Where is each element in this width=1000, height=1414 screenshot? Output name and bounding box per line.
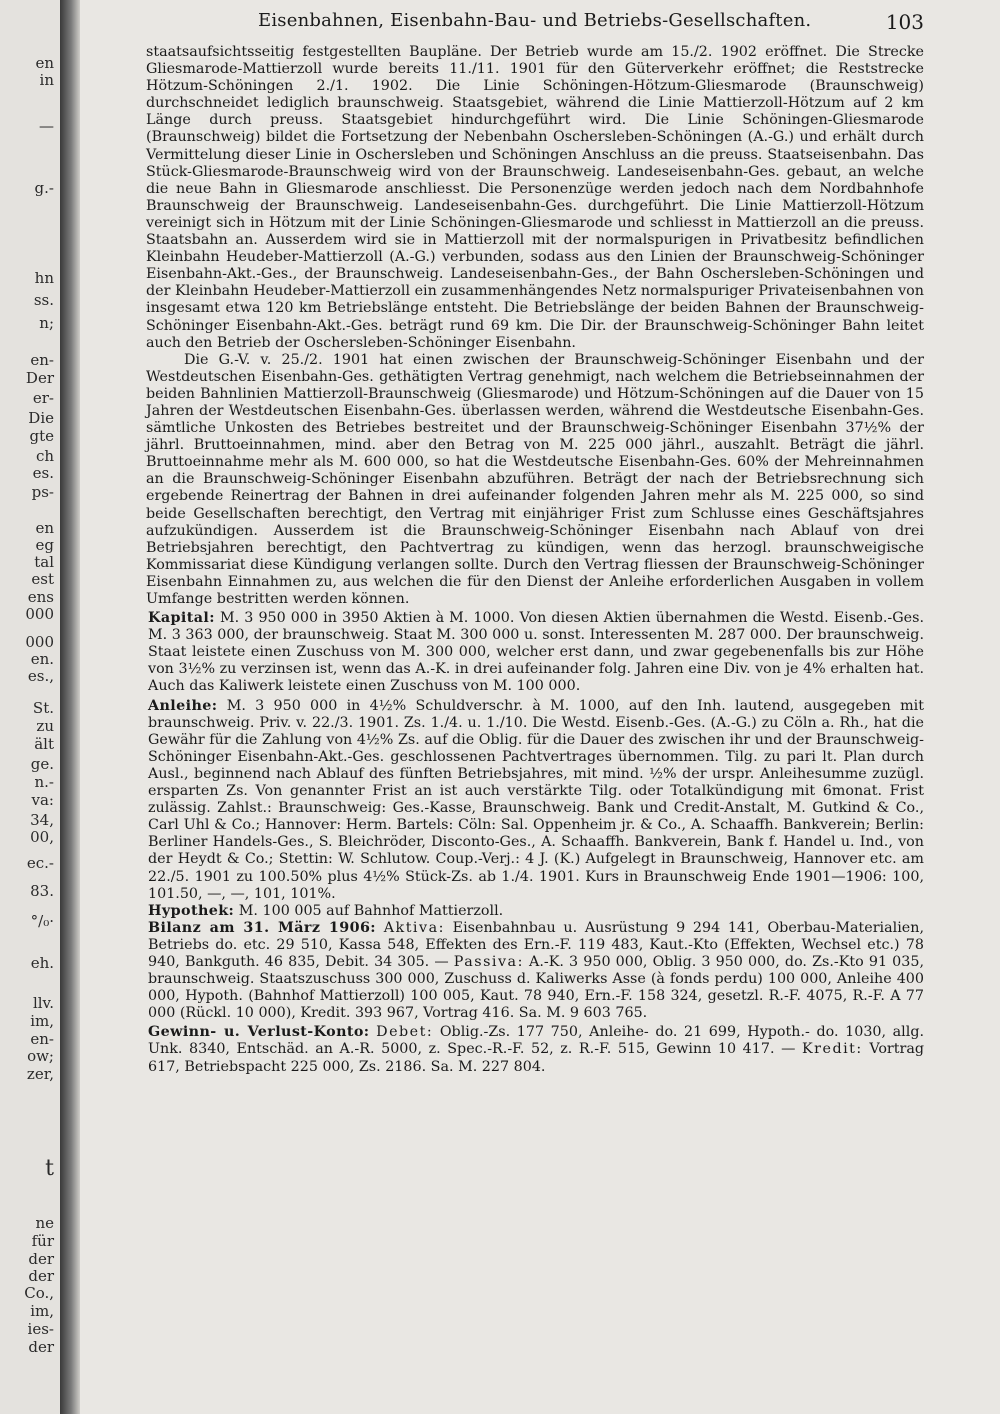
facing-page-fragment: en.	[30, 650, 54, 668]
facing-page-fragment: gte	[29, 427, 54, 445]
facing-page-fragment: er-	[32, 389, 54, 407]
guv-label: Gewinn- u. Verlust-Konto:	[148, 1024, 370, 1041]
bilanz-section	[146, 920, 924, 1023]
running-head: Eisenbahnen, Eisenbahn-Bau- und Betriebs-Gesellschaften.	[258, 10, 812, 31]
guv-debet-text: Oblig.-Zs. 177 750, Anleihe- do. 21 699, Hypoth.- do. 1030, allg. Unk. 8340, Entschäd. an A.-R. 5000, z. Spec.-R.-F. 52, z. R.-F. 515, Gewinn 10 417. —	[148, 1024, 925, 1058]
facing-page-fragment: tal	[34, 553, 54, 571]
facing-page-fragment: ch	[35, 447, 54, 465]
facing-page-fragment: 83.	[30, 882, 54, 900]
facing-page-fragment: es.,	[27, 667, 54, 685]
page	[146, 0, 924, 1414]
anleihe-section	[146, 698, 924, 903]
facing-page-fragment: ne	[35, 1214, 54, 1232]
bilanz-aktiva-text: Eisenbahnbau u. Ausrüstung 9 294 141, Oberbau-Materialien, Betriebs do. etc. 29 510, Kassa 548, Effekten des Ern.-F. 119 483, Kaut.-Kto (Effekten, Wechsel etc.) 78 940, Bankguth. 46 835, Debit. 34 305. —	[148, 919, 924, 970]
facing-page-fragment: der	[28, 1267, 54, 1285]
facing-page-fragment: ps-	[31, 483, 54, 501]
bilanz-label: Bilanz am 31. März 1906:	[148, 919, 376, 936]
facing-page-fragment: en-	[30, 1030, 54, 1048]
kapital-text: M. 3 950 000 in 3950 Aktien à M. 1000. Von diesen Aktien übernahmen die Westd. Eisenb.-Ges. M. 3 363 000, der braunschweig. Staat M. 300 000 u. sonst. Interessenten M. 287 000. Der braunschweig. Staat leistete einen Zuschuss von M. 300 000, welcher erst dann, und zwar gegebenenfalls bis zur Höhe von 3½% zu verzinsen ist, wenn das A.-K. in drei aufeinander folg. Jahren eine Div. von je 4% erhalten hat. Auch das Kaliwerk leistete einen Zuschuss von M. 100 000.	[148, 610, 925, 695]
facing-page-fragment: es.	[32, 464, 54, 482]
hypothek-section	[146, 903, 924, 920]
anleihe-text: M. 3 950 000 in 4½% Schuldverschr. à M. 1000, auf den Inh. lautend, ausgegeben mit braunschweig. Priv. v. 22./3. 1901. Zs. 1./4. u. 1./10. Die Westd. Eisenb.-Ges. (A.-G.) zu Cöln a. Rh., hat die Gewähr für die Zahlung von 4½% Zs. auf die Oblig. für die Dauer des zwischen ihr und der Braunschweig-Schöninger Eisenbahn-Akt.-Ges. geschlossenen Pachtvertrages übernommen. Tilg. zu pari lt. Plan durch Ausl., beginnend nach Ablauf des fünften Betriebsjahres, mit mind. ½% der urspr. Anleihesumme zuzügl. ersparten Zs. Von genannter Frist an ist auch verstärkte Tilg. oder Totalkündigung mit 6monat. Frist zulässig. Zahlst.: Braunschweig: Ges.-Kasse, Braunschweig. Bank und Credit-Anstalt, M. Gutkind & Co., Carl Uhl & Co.; Hannover: Herm. Bartels: Cöln: Sal. Oppenheim jr. & Co., A. Schaaffh. Bankverein; Berlin: Berliner Handels-Ges., S. Bleichröder, Disconto-Ges., A. Schaaffh. Bankverein, Bank f. Handel u. Ind., von der Heydt & Co.; Stettin: W. Schlutow. Coup.-Verj.: 4 J. (K.) Aufgelegt in Braunschweig, Hannover etc. am 22./5. 1901 zu 100.50% plus 4½% Stück-Zs. ab 1./4. 1901. Kurs in Braunschweig Ende 1901—1906: 100, 101.50, —, —, 101, 101%.	[148, 697, 924, 902]
facing-page-fragment: der	[28, 1250, 54, 1268]
facing-page-fragment: ss.	[33, 291, 54, 309]
kapital-section	[146, 610, 924, 695]
facing-page-fragment: in	[39, 71, 54, 89]
facing-page-fragment: 000	[25, 605, 54, 623]
facing-page-fragment: °/₀·	[30, 912, 54, 930]
facing-page-fragment: eg	[35, 536, 54, 554]
facing-page-fragment: n.-	[34, 773, 54, 791]
facing-page-fragment: 000	[25, 633, 54, 651]
facing-page-fragment: ge.	[30, 755, 54, 773]
kapital-label: Kapital:	[148, 610, 215, 627]
page-number: 103	[885, 10, 924, 34]
facing-page-fragment: zu	[36, 717, 54, 735]
facing-page-fragment: im,	[30, 1302, 54, 1320]
intro-paragraph-1: staatsaufsichtsseitig festgestellten Baupläne. Der Betrieb wurde am 15./2. 1902 eröffnet. Die Strecke Gliesmarode-Mattierzoll wurde bereits 11./11. 1901 für den Güterverkehr eröffnet; die Reststrecke Hötzum-Schöningen 2./1. 1902. Die Linie Schöningen-Hötzum-Gliesmarode (Braunschweig) durchschneidet lediglich braunschweig. Staatsgebiet, während die Linie Mattierzoll-Hötzum auf 2 km Länge durch preuss. Staatsgebiet hindurchgeführt wird. Die Linie Schöningen-Gliesmarode (Braunschweig) bildet die Fortsetzung der Nebenbahn Oschersleben-Schöningen (A.-G.) und erhält durch Vermittelung dieser Linie in Oschersleben und Schöningen Anschluss an die preuss. Staatseisenbahn. Das Stück-Gliesmarode-Braunschweig wird von der Braunschweig. Landeseisenbahn-Ges. gebaut, an welche die neue Bahn in Gliesmarode anschliesst. Die Personenzüge werden jedoch nach dem Nordbahnhofe Braunschweig der Braunschweig. Landeseisenbahn-Ges. durchgeführt. Die Linie Mattierzoll-Hötzum vereinigt sich in Hötzum mit der Linie Schöningen-Gliesmarode und schliesst in Mattierzoll an die preuss. Staatsbahn an. Ausserdem wird sie in Mattierzoll mit der normalspurigen in Privatbesitz befindlichen Kleinbahn Heudeber-Mattierzoll (A.-G.) verbunden, sodass aus den Linien der Braunschweig-Schöninger Eisenbahn-Akt.-Ges., der Braunschweig. Landeseisenbahn-Ges., der Bahn Oschersleben-Schöningen und der Kleinbahn Heudeber-Mattierzoll ein zusammenhängendes Netz normalspuriger Privateisenbahnen von insgesamt etwa 120 km Betriebslänge entsteht. Die Betriebslänge der beiden Bahnen der Braunschweig-Schöninger Eisenbahn-Akt.-Ges. beträgt rund 69 km. Die Dir. der Braunschweig-Schöninger Bahn leitet auch den Betrieb der Oschersleben-Schöninger Eisenbahn.	[146, 44, 924, 351]
facing-page-fragment: St.	[32, 699, 54, 717]
facing-page-fragment: ens	[27, 588, 54, 606]
bilanz-passiva-label: Passiva:	[453, 953, 524, 970]
facing-page-fragment: ow;	[27, 1047, 54, 1065]
facing-page-fragment: zer,	[26, 1065, 54, 1083]
facing-page-fragment: Die	[28, 409, 54, 427]
facing-page-fragment: ies-	[27, 1320, 54, 1338]
facing-page-fragment: für	[31, 1232, 54, 1250]
facing-page-fragment: en-	[30, 351, 54, 369]
facing-page-fragment: Der	[25, 369, 54, 387]
facing-page-fragment: im,	[30, 1012, 54, 1030]
facing-page-fragment: en	[35, 54, 54, 72]
page-body	[146, 44, 924, 1076]
facing-page-fragment: ält	[34, 735, 54, 753]
hypothek-label: Hypothek:	[148, 902, 235, 919]
facing-page-fragment: n;	[39, 314, 54, 332]
bilanz-aktiva-label: Aktiva:	[383, 919, 445, 936]
facing-page-fragment: 34,	[30, 811, 54, 829]
book-spine	[60, 0, 80, 1414]
facing-page-fragment: Co.,	[24, 1284, 54, 1302]
guv-debet-label: Debet:	[376, 1024, 434, 1041]
facing-page-fragment: est	[31, 570, 54, 588]
anleihe-label: Anleihe:	[148, 697, 218, 714]
facing-page-fragment: —	[39, 117, 54, 135]
facing-page-fragment: der	[28, 1338, 54, 1356]
bilanz-passiva-text: A.-K. 3 950 000, Oblig. 3 950 000, do. Zs.-Kto 91 035, braunschweig. Staatszuschuss 300 000, Zuschuss d. Kaliwerks Asse (à fonds perdu) 100 000, Anleihe 400 000, Hypoth. (Bahnhof Mattierzoll) 100 005, Kaut. 78 940, Ern.-F. 158 324, gesetzl. R.-F. 4075, R.-F. A 77 000 (Rückl. 10 000), Kredit. 393 967, Vortrag 416. Sa. M. 9 603 765.	[148, 953, 924, 1022]
facing-page-margin	[0, 0, 61, 1414]
facing-page-fragment: va:	[31, 791, 54, 809]
facing-page-fragment: llv.	[32, 994, 54, 1012]
facing-page-fragment: eh.	[30, 954, 54, 972]
facing-page-fragment: t	[45, 1156, 54, 1181]
guv-kredit-label: Kredit:	[801, 1041, 863, 1058]
page-header	[146, 10, 924, 36]
hypothek-text: M. 100 005 auf Bahnhof Mattierzoll.	[238, 902, 504, 919]
facing-page-fragment: ec.-	[26, 854, 54, 872]
facing-page-fragment: en	[35, 519, 54, 537]
intro-paragraph-2: Die G.-V. v. 25./2. 1901 hat einen zwischen der Braunschweig-Schöninger Eisenbahn und der Westdeutschen Eisenbahn-Ges. gethätigten Vertrag genehmigt, nach welchem die Betriebseinnahmen der beiden Bahnlinien Mattierzoll-Braunschweig (Gliesmarode) und Hötzum-Schöningen auf die Dauer von 15 Jahren der Westdeutschen Eisenbahn-Ges. überlassen werden, während die Westdeutsche Eisenbahn-Ges. sämtliche Unkosten des Betriebes bestreitet und der Braunschweig-Schöninger Eisenbahn 37½% der jährl. Bruttoeinnahmen, mind. aber den Betrag von M. 225 000 jährl., auszahlt. Beträgt die jährl. Bruttoeinnahme mehr als M. 600 000, so hat die Westdeutsche Eisenbahn-Ges. 60% der Mehreinnahmen an die Braunschweig-Schöninger Eisenbahn abzuführen. Beträgt der nach der Betriebsrechnung sich ergebende Reinertrag der Bahnen in drei aufeinander folgenden Jahren mehr als M. 225 000, so sind beide Gesellschaften berechtigt, den Vertrag mit einjähriger Frist zum Schlusse eines Geschäftsjahres aufzukündigen. Ausserdem ist die Braunschweig-Schöninger Eisenbahn nach Ablauf von drei Betriebsjahren berechtigt, den Pachtvertrag zu kündigen, wenn das herzogl. braunschweigische Kommissariat diese Kündigung verlangen sollte. Durch den Vertrag fliessen der Braunschweig-Schöninger Eisenbahn Einnahmen zu, aus welchen die für den Dienst der Anleihe erforderlichen Ausgaben in vollem Umfange bestritten werden können.	[146, 351, 924, 607]
facing-page-fragment: hn	[34, 269, 54, 287]
facing-page-fragment: 00,	[30, 828, 54, 846]
guv-section	[146, 1024, 924, 1075]
facing-page-fragment: g.-	[34, 179, 54, 197]
guv-kredit-text: Vortrag 617, Betriebspacht 225 000, Zs. 2186. Sa. M. 227 804.	[148, 1041, 925, 1075]
